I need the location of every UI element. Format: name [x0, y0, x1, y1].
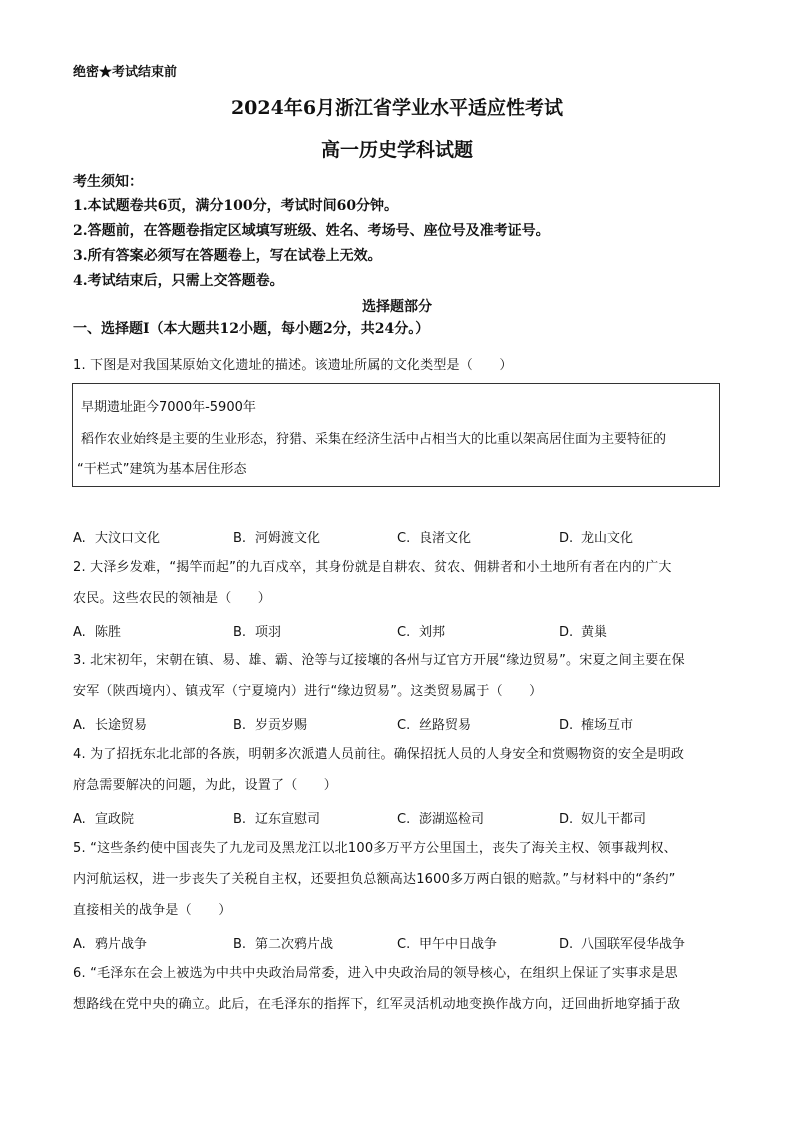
- question-4-stem: 4. 为了招抚东北北部的各族，明朝多次派遣人员前往。确保招抚人员的人身安全和赏赐物资的安全是明政: [73, 747, 685, 762]
- option-b[interactable]: B. 辽东宣慰司: [233, 812, 321, 827]
- notice-item: 2.答题前，在答题卷指定区域填写班级、姓名、考场号、座位号及准考证号。: [73, 223, 550, 239]
- option-a[interactable]: A. 陈胜: [73, 625, 122, 640]
- notice-item: 4.考试结束后，只需上交答题卷。: [73, 273, 284, 289]
- option-b[interactable]: B. 岁贡岁赐: [233, 718, 308, 733]
- question-2-stem: 农民。这些农民的领袖是（ ）: [73, 591, 272, 606]
- option-b[interactable]: B. 第二次鸦片战: [233, 937, 334, 952]
- confidential-mark: 绝密★考试结束前: [73, 65, 178, 80]
- question-5-stem: 内河航运权，进一步丧失了关税自主权，还要担负总额高达1600多万两白银的赔款。”与材料中的“条约”: [73, 872, 676, 887]
- option-a[interactable]: A. 宣政院: [73, 812, 135, 827]
- question-1-material-box: [72, 383, 720, 487]
- question-5-stem: 直接相关的战争是（ ）: [73, 903, 232, 918]
- option-c[interactable]: C. 甲午中日战争: [397, 937, 498, 952]
- question-2-options: [73, 621, 733, 639]
- material-line: 早期遗址距今7000年-5900年: [81, 400, 256, 415]
- option-c[interactable]: C. 良渚文化: [397, 531, 472, 546]
- option-d[interactable]: D. 奴儿干都司: [559, 812, 647, 827]
- option-b[interactable]: B. 河姆渡文化: [233, 531, 321, 546]
- part-heading: 一、选择题Ⅰ（本大题共12小题，每小题2分，共24分。）: [73, 321, 430, 337]
- option-b[interactable]: B. 项羽: [233, 625, 282, 640]
- option-a[interactable]: A. 长途贸易: [73, 718, 148, 733]
- question-1-options: [73, 527, 733, 545]
- exam-subtitle: 高一历史学科试题: [320, 139, 473, 161]
- option-c[interactable]: C. 丝路贸易: [397, 718, 472, 733]
- notice-item: 1.本试题卷共6页，满分100分，考试时间60分钟。: [73, 198, 399, 214]
- question-3-stem: 安军（陕西境内）、镇戎军（宁夏境内）进行“缘边贸易”。这类贸易属于（ ）: [73, 684, 543, 699]
- option-d[interactable]: D. 黄巢: [559, 625, 608, 640]
- question-6-stem: 想路线在党中央的确立。此后，在毛泽东的指挥下，红军灵活机动地变换作战方向，迂回曲折地穿插于敌: [73, 997, 681, 1012]
- question-5-stem: 5. “这些条约使中国丧失了九龙司及黑龙江以北100多万平方公里国土，丧失了海关主权、领事裁判权、: [73, 841, 677, 856]
- notice-item: 3.所有答案必须写在答题卷上，写在试卷上无效。: [73, 248, 382, 264]
- question-5-options: [73, 933, 733, 951]
- question-4-stem: 府急需要解决的问题，为此，设置了（ ）: [73, 778, 338, 793]
- option-c[interactable]: C. 刘邦: [397, 625, 446, 640]
- option-a[interactable]: A. 鸦片战争: [73, 937, 148, 952]
- option-d[interactable]: D. 榷场互市: [559, 718, 634, 733]
- exam-title: 2024年6月浙江省学业水平适应性考试: [230, 97, 564, 119]
- option-c[interactable]: C. 澎湖巡检司: [397, 812, 485, 827]
- material-line: “干栏式”建筑为基本居住形态: [77, 462, 247, 477]
- option-d[interactable]: D. 龙山文化: [559, 531, 634, 546]
- option-a[interactable]: A. 大汶口文化: [73, 531, 161, 546]
- question-4-options: [73, 808, 733, 826]
- option-d[interactable]: D. 八国联军侵华战争: [559, 937, 686, 952]
- material-line: 稻作农业始终是主要的生业形态，狩猎、采集在经济生活中占相当大的比重以架高居住面为主要特征的: [81, 432, 667, 447]
- question-2-stem: 2. 大泽乡发难，“揭竿而起”的九百戍卒，其身份就是自耕农、贫农、佣耕者和小土地所有者在内的广大: [73, 560, 672, 575]
- question-3-stem: 3. 北宋初年，宋朝在镇、易、雄、霸、沧等与辽接壤的各州与辽官方开展“缘边贸易”。宋夏之间主要在保: [73, 653, 685, 668]
- question-1-stem: 1. 下图是对我国某原始文化遗址的描述。该遗址所属的文化类型是（ ）: [73, 358, 513, 373]
- notice-heading: 考生须知：: [73, 174, 143, 190]
- question-3-options: [73, 714, 733, 732]
- question-6-stem: 6. “毛泽东在会上被选为中共中央政治局常委，进入中央政治局的领导核心，在组织上保证了实事求是思: [73, 966, 678, 981]
- section-title: 选择题部分: [362, 299, 432, 315]
